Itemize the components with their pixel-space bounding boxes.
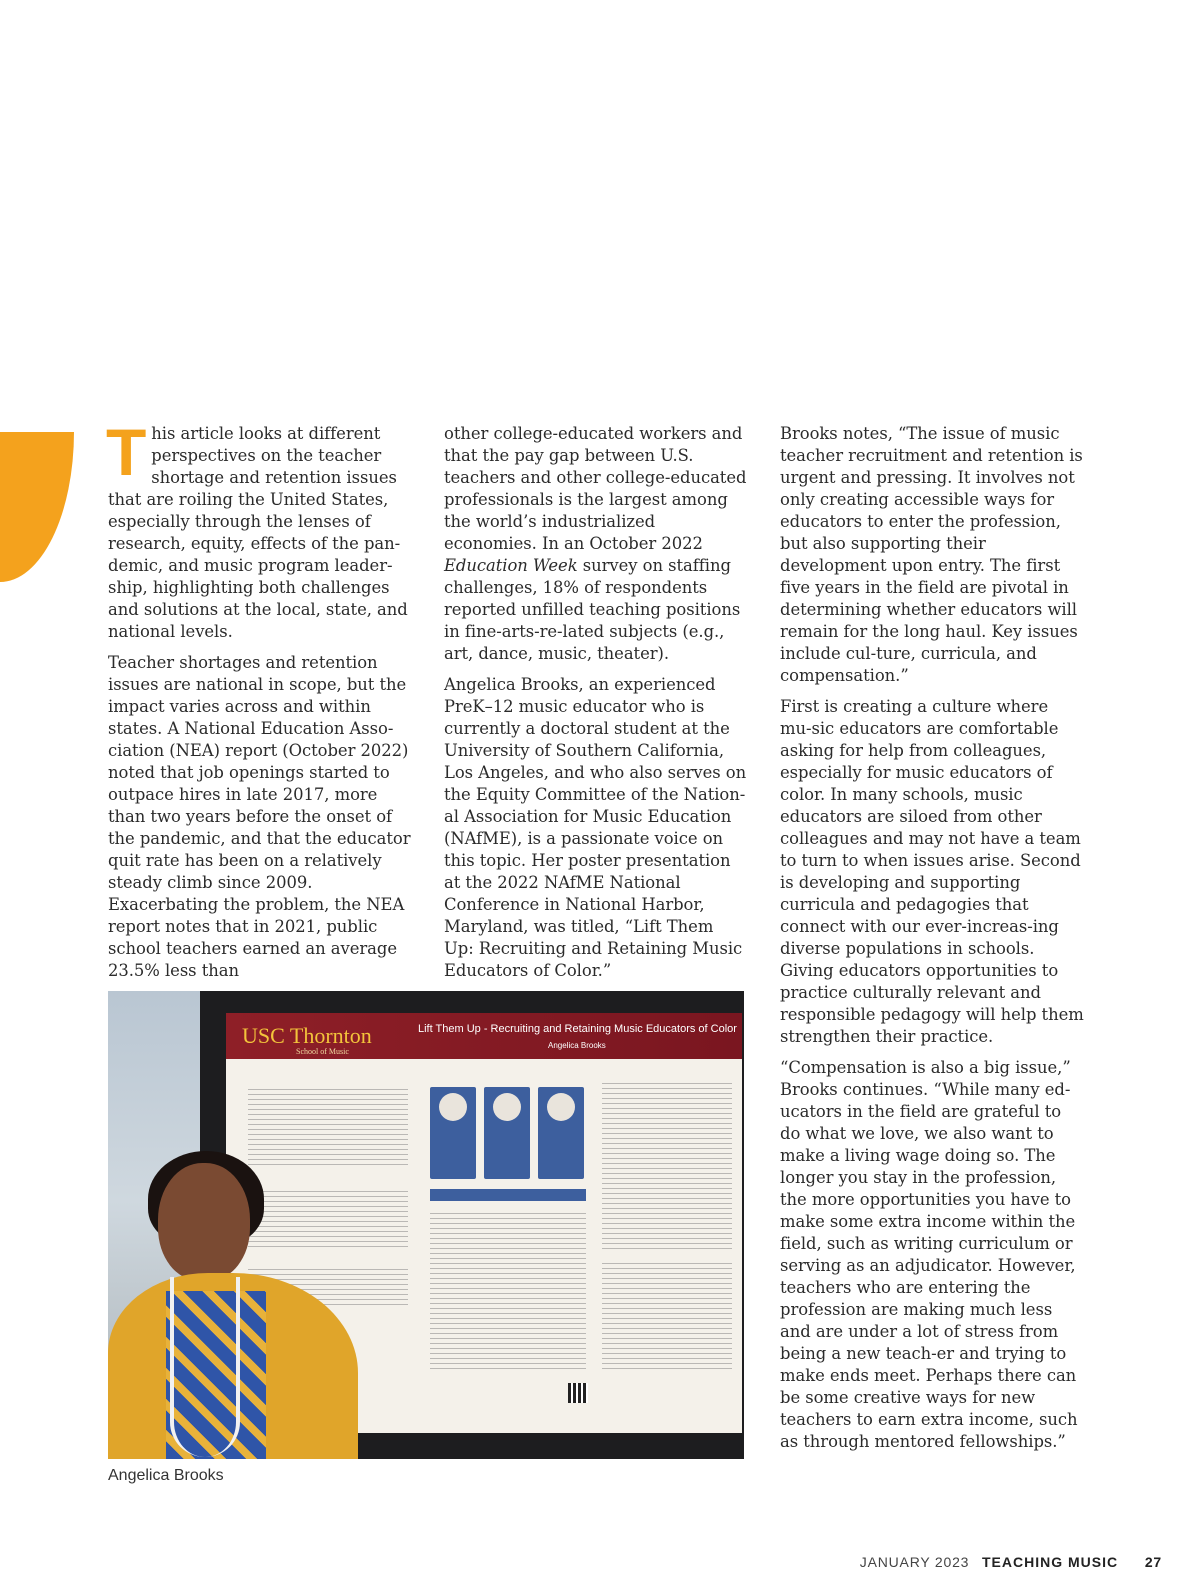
paragraph [106, 415, 412, 643]
photo-angelica-brooks [108, 991, 744, 1459]
paragraph [444, 423, 748, 665]
scales-icon [493, 1093, 521, 1121]
paragraph: Brooks notes, “The issue of music teacher recruitment and retention is urgent and pressing. It involves not only creating accessible ways for educators to enter the profession, but also supporting their development upon entry. The first five years in the field are pivotal in determining whether educators will remain for the long haul. Key issues include cul-ture, curricula, and compensation.” [780, 424, 1083, 685]
article-column-2 [444, 423, 748, 991]
paragraph: First is creating a culture where mu-sic educators are comfortable asking for help from colleagues, especially for music educators of color. In many schools, music educators are siloed from other colleagues and may not have a team to turn to when issues arise. Second is developing and supporting curricula and pedagogies that connect with our ever-increas-ing diverse populations in schools. Giving educators opportunities to practice culturally relevant and responsible pedagogy will help them strengthen their practice. [780, 697, 1084, 1046]
paragraph: “Compensation is also a big issue,” Brooks continues. “While many ed-ucators in the field are grateful to do what we love, we also want to make a living wage doing so. The longer you stay in the profession, the more opportunities you have to make some extra income within the field, such as writing curriculum or serving as an adjudicator. However, teachers who are entering the profession are making much less and are under a lot of stress from being a new teach-er and trying to make ends meet. Perhaps there can be some creative ways for new teachers to earn extra income, such as through mentored fellowships.” [780, 1058, 1078, 1451]
qr-code-icon [568, 1383, 588, 1403]
poster-arrow [430, 1189, 586, 1201]
page-footer [860, 1554, 1162, 1570]
person-face [158, 1163, 250, 1281]
poster-card [538, 1087, 584, 1179]
poster-logo-text: USC Thornton [242, 1023, 372, 1048]
paragraph-text: his article looks at different perspectives on the teacher shortage and retention issues that are roiling the United States, especially through the lenses of research, equity, effects of the pan-demic, and music program leader-ship, highlighting both challenges and solutions at the local, state, and national levels. [108, 424, 408, 641]
poster-text-block [602, 1083, 732, 1253]
paragraph-text: survey on staffing challenges, 18% of respondents reported unfilled teaching positions in fine-arts-re-lated subjects (e.g., art, dance, music, theater). [444, 556, 741, 663]
paragraph: Angelica Brooks, an experienced PreK–12 music educator who is currently a doctoral student at the University of Southern California, Los Angeles, and who also serves on the Equity Committee of the Nation-al Association for Music Education (NAfME), is a passionate voice on this topic. Her poster presentation at the 2022 NAfME National Conference in National Harbor, Maryland, was titled, “Lift Them Up: Recruiting and Retaining Music Educators of Color.” [444, 675, 747, 980]
paragraph: Teacher shortages and retention issues are national in scope, but the impact varies across and within states. A National Education Asso-ciation (NEA) report (October 2022) noted that job openings started to outpace hires in late 2017, more than two years before the onset of the pandemic, and that the educator quit rate has been on a relatively steady climb since 2009. Exacerbating the problem, the NEA report notes that in 2021, public school teachers earned an average 23.5% less than [108, 653, 411, 980]
poster-title: Lift Them Up - Recruiting and Retaining Music Educators of Color [418, 1023, 737, 1035]
poster-text-block [602, 1263, 732, 1373]
drop-cap: T [106, 415, 147, 489]
poster-text-block [430, 1213, 586, 1373]
poster-author: Angelica Brooks [548, 1041, 606, 1050]
magazine-name: TEACHING MUSIC [981, 1554, 1119, 1570]
poster-text-block [248, 1191, 408, 1251]
publication-title: Education Week [444, 556, 578, 575]
poster-card [484, 1087, 530, 1179]
paragraph-text: other college-educated workers and that the pay gap between U.S. teachers and other college-educated professionals is the largest among the world’s industrialized economies. In an October 2022 [444, 424, 747, 553]
scales-icon [439, 1093, 467, 1121]
lanyard [170, 1277, 240, 1457]
scales-icon [547, 1093, 575, 1121]
page-number: 27 [1144, 1554, 1162, 1570]
orange-accent-shape [0, 432, 74, 582]
article-column-3 [780, 423, 1084, 1462]
poster-text-block [248, 1089, 408, 1169]
poster-logo [242, 1023, 372, 1056]
poster-logo-subtitle: School of Music [296, 1047, 349, 1056]
poster-card [430, 1087, 476, 1179]
article-column-1 [106, 415, 412, 991]
issue-date: JANUARY 2023 [859, 1554, 970, 1570]
photo-caption: Angelica Brooks [108, 1467, 224, 1484]
